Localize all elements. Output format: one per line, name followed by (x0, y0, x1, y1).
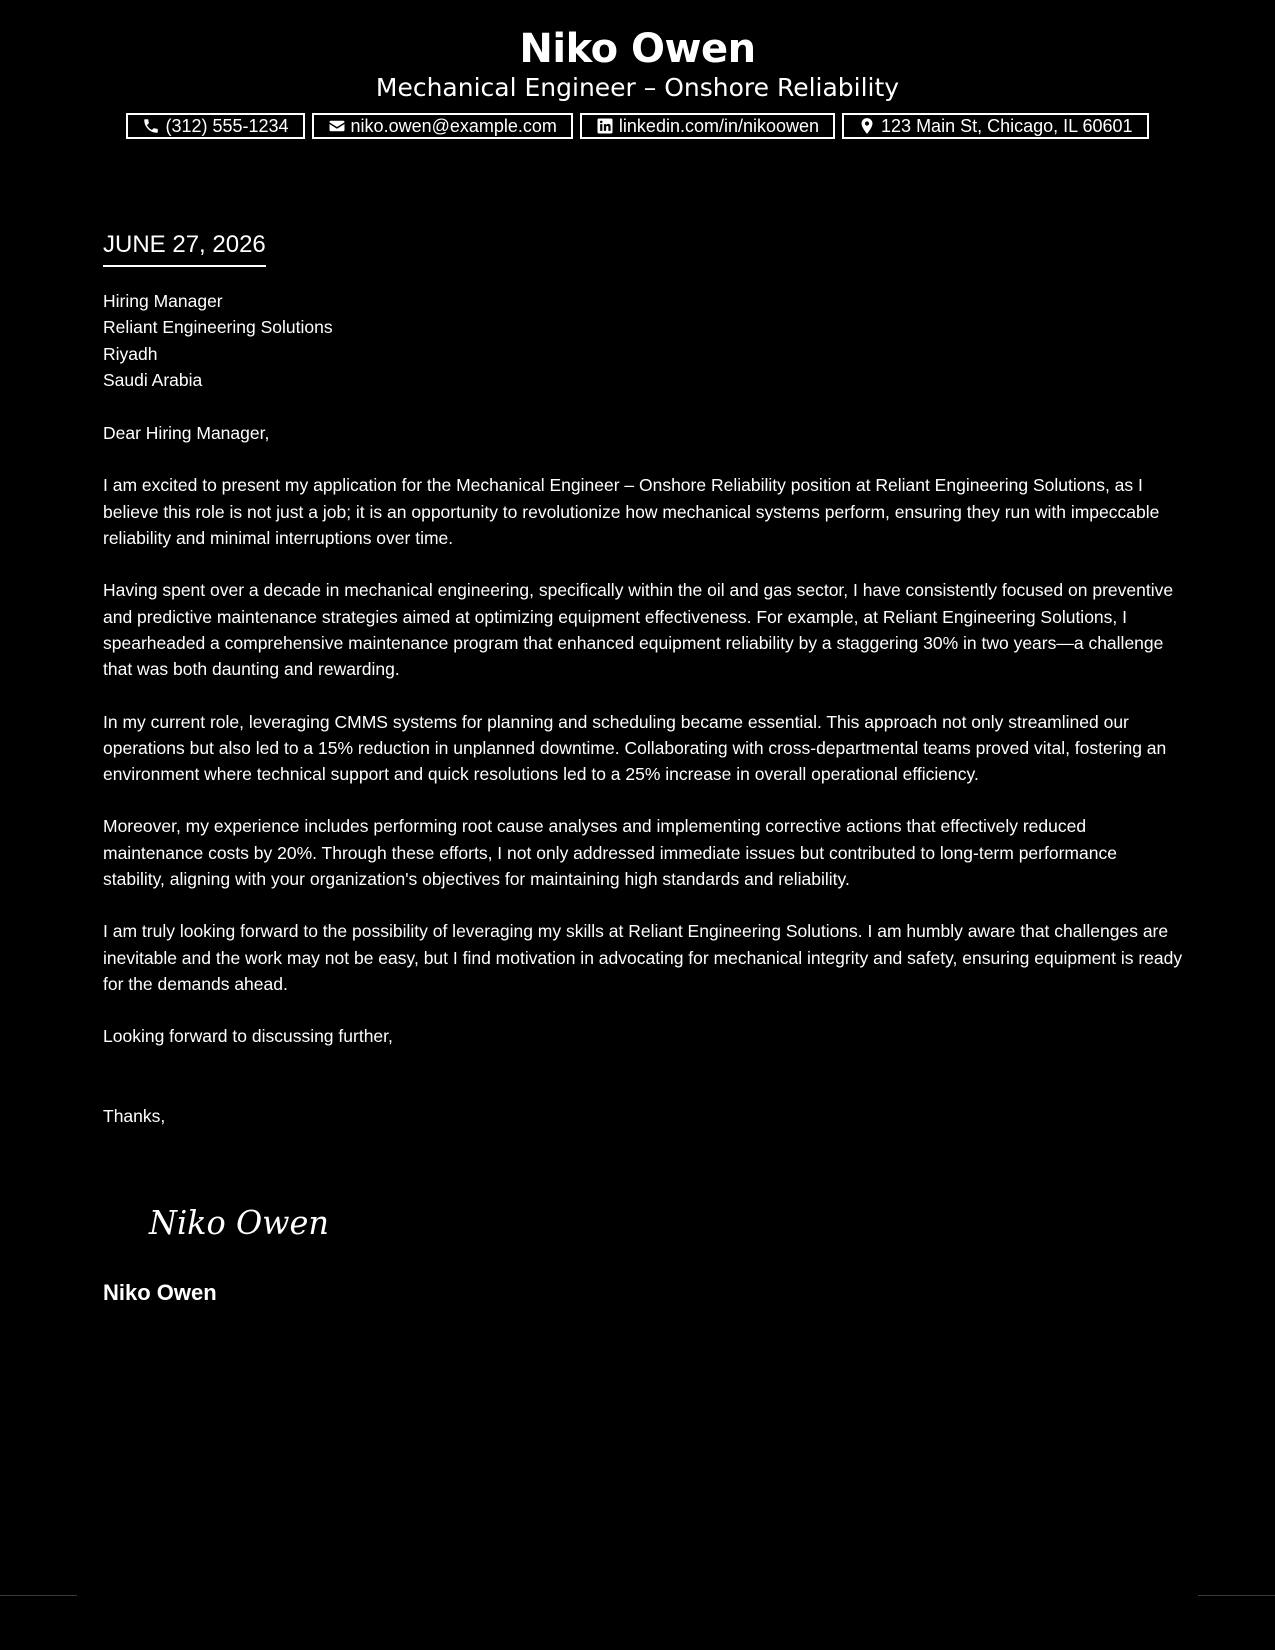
map-pin-icon (858, 117, 876, 135)
contact-bar (0, 113, 1275, 139)
footer-divider-right (1198, 1595, 1275, 1596)
phone-icon (142, 117, 160, 135)
paragraph: Having spent over a decade in mechanical engineering, specifically within the oil and gas sector, I have consistently focused on preventive and predictive maintenance strategies aimed at optimizing equipment effectiveness. For example, at Reliant Engineering Solutions, I spearheaded a comprehensive maintenance program that enhanced equipment reliability by a staggering 30% in two years—a challenge that was both daunting and rewarding. (103, 580, 1174, 680)
salutation: Dear Hiring Manager, (103, 423, 270, 444)
recipient-block (103, 288, 1183, 393)
contact-phone-text: (312) 555-1234 (165, 116, 289, 136)
paragraph: Moreover, my experience includes performing root cause analyses and implementing corrective actions that effectively reduced maintenance costs by 20%. Through these efforts, I not only addressed immediate issues but contributed to long-term performance stability, aligning with your organization's objectives for maintaining high standards and reliability. (103, 816, 1117, 890)
letter-header (0, 22, 1275, 103)
paragraph: I am truly looking forward to the possibility of leveraging my skills at Reliant Engineering Solutions. I am humbly aware that challenges are inevitable and the work may not be easy, but I find motivation in advocating for mechanical integrity and safety, ensuring equipment is ready for the demands ahead. (103, 921, 1183, 994)
closing-line: Looking forward to discussing further, (103, 1026, 393, 1047)
recipient-city: Riyadh (103, 343, 158, 364)
applicant-role: Mechanical Engineer – Onshore Reliability (375, 73, 900, 102)
contact-address-text: 123 Main St, Chicago, IL 60601 (881, 116, 1133, 136)
linkedin-icon (596, 117, 614, 135)
signature-text: Niko Owen (148, 1203, 329, 1242)
letter-date: JUNE 27, 2026 (103, 229, 266, 267)
contact-address[interactable] (842, 113, 1149, 139)
recipient-title: Hiring Manager (103, 291, 223, 311)
signer-name: Niko Owen (103, 1280, 217, 1305)
sign-off: Thanks, (103, 1105, 166, 1126)
envelope-icon (328, 117, 346, 135)
footer-divider-left (0, 1595, 77, 1596)
handwritten-signature (145, 1192, 335, 1248)
recipient-country: Saudi Arabia (103, 369, 203, 390)
contact-email-text: niko.owen@example.com (350, 116, 557, 136)
recipient-company: Reliant Engineering Solutions (103, 317, 333, 338)
contact-linkedin[interactable] (580, 113, 835, 139)
paragraph: I am excited to present my application for the Mechanical Engineer – Onshore Reliability position at Reliant Engineering Solutions, as I believe this role is not just a job; it is an opportunity to revolutionize how mechanical systems perform, ensuring they run with impeccable reliability and minimal interruptions over time. (103, 475, 1160, 549)
paragraph: In my current role, leveraging CMMS systems for planning and scheduling became essential. This approach not only streamlined our operations but also led to a 15% reduction in unplanned downtime. Collaborating with cross-departmental teams proved vital, fostering an environment where technical support and quick resolutions led to a 25% increase in overall operational efficiency. (103, 711, 1167, 785)
contact-email[interactable] (312, 113, 573, 139)
letter-body (103, 288, 1183, 1129)
contact-phone[interactable] (126, 113, 304, 139)
applicant-name: Niko Owen (519, 26, 756, 72)
contact-linkedin-text: linkedin.com/in/nikoowen (618, 116, 820, 136)
